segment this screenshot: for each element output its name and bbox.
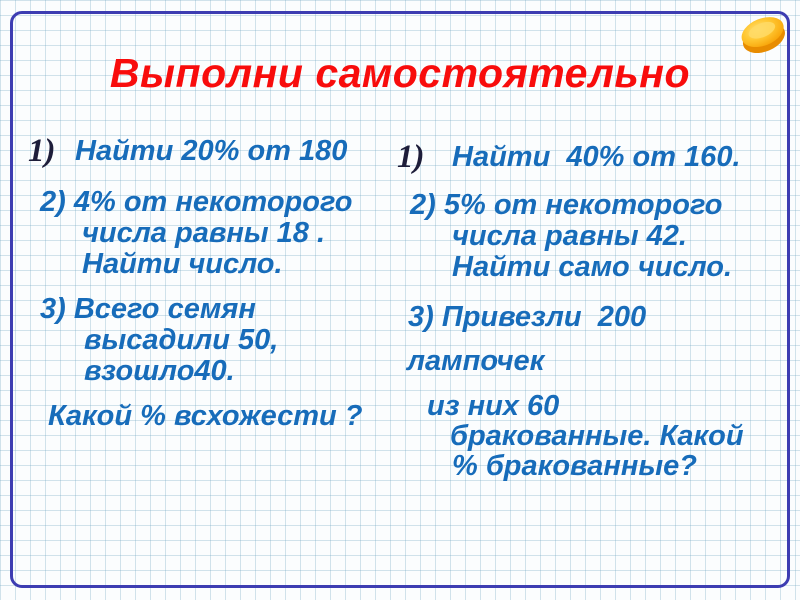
right-problem-1-text: Найти 40% от 160.: [452, 141, 741, 173]
left-problem-2-line: числа равны 18 .: [82, 217, 326, 249]
left-problem-3-question-text: Какой % всхожести ?: [48, 400, 363, 432]
left-problem-1-number: 1): [28, 133, 56, 169]
right-problem-2: [410, 190, 732, 283]
right-problem-2-line: Найти само число.: [452, 251, 733, 283]
right-problem-1: [397, 139, 741, 175]
left-problem-1: [28, 133, 348, 169]
left-problem-3: [40, 294, 278, 387]
right-problem-3-line1: 3) Привезли 200: [408, 301, 647, 333]
left-problem-2: [40, 187, 352, 280]
right-problem-3-question-line: бракованные. Какой: [450, 420, 744, 452]
right-problem-3-question: [427, 391, 744, 481]
left-problem-3-line: 3) Всего семян: [40, 293, 256, 325]
right-problem-3-line2: лампочек: [407, 345, 545, 377]
right-problem-3: [408, 302, 646, 333]
right-problem-3-question-line: % бракованные?: [452, 450, 697, 482]
left-problem-2-line: Найти число.: [82, 248, 283, 280]
right-problem-3-word: [407, 346, 544, 377]
right-problem-3-question-line: из них 60: [427, 390, 560, 422]
left-problem-3-line: высадили 50,: [84, 324, 279, 356]
right-problem-1-number: 1): [397, 139, 425, 175]
right-problem-2-line: числа равны 42.: [452, 220, 687, 252]
right-problem-2-line: 2) 5% от некоторого: [410, 189, 723, 221]
left-problem-2-line: 2) 4% от некоторого: [40, 186, 353, 218]
left-problem-3-question: [48, 401, 363, 432]
left-problem-1-text: Найти 20% от 180: [75, 135, 348, 167]
left-problem-3-line: взошло40.: [84, 355, 235, 387]
slide-title: Выполни самостоятельно: [109, 50, 691, 96]
